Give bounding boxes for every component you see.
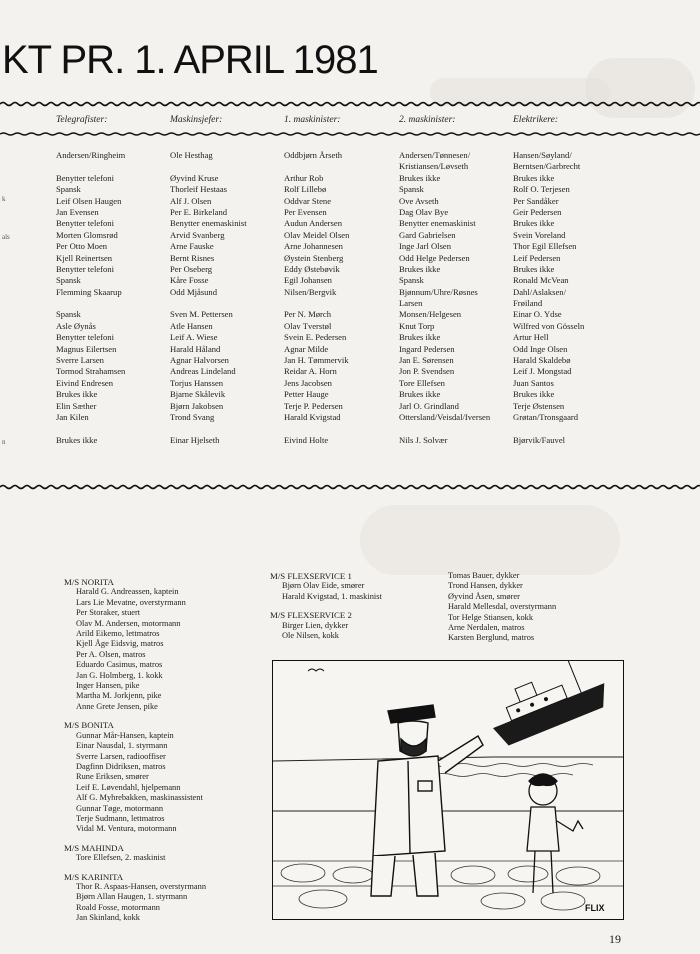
crew-entry: Elin Sæther	[56, 400, 97, 411]
crew-entry: Jan E. Sørensen	[399, 355, 454, 366]
crew-entry	[170, 161, 247, 172]
crew-entry: Nilsen/Bergvik	[284, 286, 337, 297]
crew-entry: Monsen/Helgesen	[399, 309, 462, 320]
crew-entry: Oddbjørn Årseth	[284, 150, 342, 160]
cartoon-signature: FLIX	[585, 903, 605, 913]
crew-entry: Alf J. Olsen	[170, 195, 212, 206]
ship-name: M/S FLEXSERVICE 1	[270, 571, 352, 581]
crew-entry: Agnar Halvorsen	[170, 355, 229, 366]
crew-entry: Øystein Stenberg	[284, 252, 344, 263]
crew-entry: Per Otto Moen	[56, 241, 108, 252]
crew-entry: Odd Mjåsund	[170, 286, 218, 297]
crew-member: Ole Nilsen, kokk	[282, 631, 339, 641]
sinking-ship	[474, 661, 612, 748]
crew-entry	[170, 423, 247, 434]
crew-member: Eduardo Casimus, matros	[76, 660, 163, 670]
ship-list-left	[64, 577, 206, 932]
crew-member: Sverre Larsen, radiooffiser	[76, 751, 166, 761]
crew-entry: Tore Ellefsen	[399, 377, 445, 388]
crew-entry: Eivind Holte	[284, 434, 329, 445]
crew-member: Roald Fosse, motormann	[76, 902, 160, 912]
crew-member: Jan G. Holmberg, 1. kokk	[76, 670, 163, 680]
crew-entry: Leif Pedersen	[513, 252, 561, 263]
crew-entry	[284, 423, 349, 434]
crew-entry: Per Evensen	[284, 206, 327, 217]
crew-entry: Eivind Endresen	[56, 377, 114, 388]
margin-mark: n	[2, 438, 6, 446]
cartoon-illustration	[272, 660, 624, 920]
crew-member: Harald Mellesdal, overstyrmann	[448, 602, 557, 612]
crew-entry: Per E. Birkeland	[170, 206, 228, 217]
ship-list-middle	[270, 571, 382, 649]
crew-entry: Brukes ikke	[399, 263, 441, 274]
crew-entry: Morten Glomsrød	[56, 229, 118, 240]
crew-entry: Andreas Lindeland	[170, 366, 236, 377]
crew-entry	[56, 298, 125, 309]
crew-entry: Spansk	[56, 184, 81, 195]
column-maskinsjefer	[170, 150, 247, 446]
crew-entry	[56, 161, 125, 172]
crew-entry: Olav Tverstøl	[284, 320, 332, 331]
crew-entry: Reidar A. Horn	[284, 366, 337, 377]
crew-entry: Spansk	[56, 309, 81, 320]
crew-member: Øyvind Åsen, smører	[448, 591, 520, 601]
crew-entry: Jan H. Tømmervik	[284, 355, 349, 366]
crew-entry: Jan Evensen	[56, 206, 99, 217]
crew-entry: Odd Inge Olsen	[513, 343, 568, 354]
crew-member: Thor R. Aspaas-Hansen, overstyrmann	[76, 881, 207, 891]
crew-member: Dagfinn Didriksen, matros	[76, 761, 166, 771]
crew-member: Harald Kvigstad, 1. maskinist	[282, 591, 382, 601]
crew-entry: Rolf O. Terjesen	[513, 184, 570, 195]
crew-entry: Brukes ikke	[513, 389, 555, 400]
crew-member: Harald G. Andreassen, kaptein	[76, 587, 179, 597]
crew-member: Birger Lien, dykker	[282, 620, 349, 630]
crew-member: Bjørn Allan Haugen, 1. styrmann	[76, 892, 188, 902]
crew-entry: Trond Svang	[170, 411, 215, 422]
crew-entry: Benytter telefoni	[56, 218, 114, 229]
ship-block	[270, 610, 382, 641]
crew-entry: Hansen/Søyland/	[513, 150, 572, 160]
crew-entry: Kristiansen/Løvseth	[399, 161, 469, 172]
crew-entry: Petter Hauge	[284, 389, 329, 400]
crew-entry: Dahl/Aslaksen/	[513, 286, 566, 297]
crew-entry: Ove Avseth	[399, 195, 439, 206]
crew-member: Per Storaker, stuert	[76, 608, 141, 618]
crew-entry: Atle Hansen	[170, 320, 213, 331]
crew-entry: Øyvind Kruse	[170, 172, 219, 183]
crew-member: Gunnar Tøge, motormann	[76, 803, 164, 813]
ship-name: M/S MAHINDA	[64, 842, 124, 853]
crew-member: Einar Nausdal, 1. styrmann	[76, 741, 168, 751]
paper-stain	[360, 505, 620, 575]
crew-entry: Brukes ikke	[399, 389, 441, 400]
header-2-maskinister: 2. maskinister:	[399, 115, 456, 125]
crew-entry: Brukes ikke	[399, 332, 441, 343]
crew-entry: Agnar Milde	[284, 343, 329, 354]
crew-entry: Wilfred von Gösseln	[513, 320, 585, 331]
crew-entry: Brukes ikke	[56, 389, 98, 400]
crew-entry: Arne Fauske	[170, 241, 214, 252]
crew-entry: Brukes ikke	[513, 172, 555, 183]
crew-entry: Spansk	[399, 275, 424, 286]
crew-entry: Benytter enemaskinist	[399, 218, 476, 229]
crew-entry: Ottersland/Veisdal/Iversen	[399, 411, 491, 422]
crew-entry: Svein E. Pedersen	[284, 332, 347, 343]
crew-member: Arne Nerdalen, matros	[448, 623, 525, 633]
crew-entry: Olav Meidel Olsen	[284, 229, 350, 240]
crew-entry	[284, 298, 349, 309]
margin-mark: k	[2, 195, 6, 203]
crew-member: Per A. Olsen, matros	[76, 649, 146, 659]
crew-entry: Per N. Mørch	[284, 309, 332, 320]
crew-entry	[170, 298, 247, 309]
crew-entry: Einar O. Ydse	[513, 309, 562, 320]
crew-entry: Oddvar Stene	[284, 195, 332, 206]
crew-entry: Terje P. Pedersen	[284, 400, 343, 411]
crew-entry: Harald Håland	[170, 343, 221, 354]
crew-entry: Spansk	[399, 184, 424, 195]
ship-block	[64, 843, 206, 864]
crew-entry: Leif Olsen Haugen	[56, 195, 122, 206]
margin-mark: als	[2, 233, 10, 241]
crew-entry: Andersen/Tønnesen/	[399, 150, 471, 160]
crew-entry	[284, 161, 349, 172]
crew-member: Inger Hansen, pike	[76, 681, 140, 691]
crew-entry: Sverre Larsen	[56, 355, 104, 366]
crew-entry: Svein Voreland	[513, 229, 566, 240]
crew-member: Terje Sudmann, lettmatros	[76, 813, 165, 823]
crew-member: Trond Hansen, dykker	[448, 581, 523, 591]
crew-entry: Magnus Eilertsen	[56, 343, 117, 354]
crew-member: Karsten Berglund, matros	[448, 633, 535, 643]
ship-name: M/S KARINITA	[64, 871, 124, 882]
crew-entry: Artur Hell	[513, 332, 549, 343]
crew-entry: Bernt Risnes	[170, 252, 215, 263]
crew-entry: Spansk	[56, 275, 81, 286]
crew-entry: Benytter enemaskinist	[170, 218, 247, 229]
crew-entry: Odd Helge Pedersen	[399, 252, 470, 263]
crew-entry: Per Sandåker	[513, 195, 559, 206]
crew-entry: Benytter telefoni	[56, 263, 114, 274]
column-1-maskinister	[284, 150, 349, 446]
crew-entry: Leif J. Mongstad	[513, 366, 572, 377]
crew-member: Rune Eriksen, smører	[76, 772, 149, 782]
crew-member: Bjørn Olav Eide, smører	[282, 581, 365, 591]
crew-entry: Terje Østensen	[513, 400, 565, 411]
crew-entry: Gard Gabrielsen	[399, 229, 456, 240]
crew-entry	[399, 423, 490, 434]
crew-entry: Grøtan/Tronsgaard	[513, 411, 579, 422]
crew-entry: Rolf Lillebø	[284, 184, 327, 195]
crew-entry: Andersen/Ringheim	[56, 150, 126, 160]
crew-entry: Harald Kvigstad	[284, 411, 341, 422]
crew-member: Lars Lie Mevatne, overstyrmann	[76, 597, 186, 607]
crew-entry: Sven M. Pettersen	[170, 309, 233, 320]
crew-entry: Thorleif Hestaas	[170, 184, 228, 195]
ship-name: M/S NORITA	[64, 577, 114, 587]
crew-member: Gunnar Mår-Hansen, kaptein	[76, 730, 174, 740]
crew-entry: Harald Skaldebø	[513, 355, 571, 366]
crew-member: Leif E. Løvendahl, hjelpemann	[76, 782, 181, 792]
crew-entry: Bjarne Skålevik	[170, 389, 226, 400]
crew-member: Vidal M. Ventura, motormann	[76, 824, 177, 834]
crew-entry: Benytter telefoni	[56, 332, 114, 343]
crew-entry: Brukes ikke	[513, 218, 555, 229]
crew-entry: Arne Johannesen	[284, 241, 343, 252]
ship-block	[270, 571, 382, 602]
ship-block	[64, 577, 206, 712]
crew-member: Tor Helge Stiansen, kokk	[448, 612, 534, 622]
ship-block	[64, 720, 206, 834]
captain-figure	[371, 705, 483, 896]
crew-entry: Torjus Hanssen	[170, 377, 224, 388]
crew-member: Martha M. Jorkjenn, pike	[76, 691, 162, 701]
crew-entry: Bjørvik/Fauvel	[513, 434, 566, 445]
crew-member: Tomas Bauer, dykker	[448, 571, 520, 580]
crew-entry: Egil Johansen	[284, 275, 332, 286]
page-number: 19	[609, 932, 621, 946]
header-elektrikere: Elektrikere:	[513, 115, 559, 125]
crew-entry: Einar Hjelseth	[170, 434, 220, 445]
crew-member: Kjell Åge Eidsvig, matros	[76, 639, 164, 649]
crew-entry	[56, 423, 125, 434]
header-maskinsjefer: Maskinsjefer:	[170, 115, 223, 125]
crew-entry: Brukes ikke	[513, 263, 555, 274]
cartoon-drawing	[273, 661, 623, 919]
crew-entry: Eddy Østebøvik	[284, 263, 340, 274]
crew-entry: Ronald McVean	[513, 275, 569, 286]
ship-list-right	[448, 571, 556, 644]
crew-entry: Kjell Reinertsen	[56, 252, 113, 263]
crew-entry	[513, 423, 584, 434]
crew-member: Arild Eikemo, lettmatros	[76, 629, 160, 639]
wavy-divider-middle	[0, 129, 700, 139]
crew-member: Alf G. Myhrebakken, maskinassistent	[76, 793, 203, 803]
crew-entry: Knut Torp	[399, 320, 435, 331]
crew-entry: Arthur Rob	[284, 172, 324, 183]
crew-entry: Leif A. Wiese	[170, 332, 218, 343]
crew-entry: Larsen	[399, 298, 423, 309]
column-telegrafister	[56, 150, 125, 446]
boy-figure	[527, 774, 583, 893]
header-telegrafister: Telegrafister:	[56, 115, 108, 125]
crew-entry: Thor Egil Ellefsen	[513, 241, 577, 252]
crew-entry: Brukes ikke	[56, 434, 98, 445]
crew-entry: Inge Jarl Olsen	[399, 241, 452, 252]
crew-member: Tore Ellefsen, 2. maskinist	[76, 853, 166, 863]
crew-entry: Bjørn Jakobsen	[170, 400, 224, 411]
crew-entry: Ole Hesthag	[170, 150, 213, 160]
crew-entry: Jon P. Svendsen	[399, 366, 455, 377]
crew-member: Anne Grete Jensen, pike	[76, 701, 158, 711]
crew-entry: Kåre Fosse	[170, 275, 209, 286]
crew-entry: Brukes ikke	[399, 172, 441, 183]
wavy-divider-top	[0, 99, 700, 109]
crew-entry: Audun Andersen	[284, 218, 342, 229]
crew-entry: Per Oseberg	[170, 263, 213, 274]
crew-entry: Ingard Pedersen	[399, 343, 455, 354]
crew-entry: Geir Pedersen	[513, 206, 562, 217]
crew-entry: Juan Santos	[513, 377, 554, 388]
crew-entry: Asle Øynås	[56, 320, 96, 331]
crew-entry: Tormod Strahamsen	[56, 366, 126, 377]
crew-entry: Jarl O. Grindland	[399, 400, 459, 411]
column-2-maskinister	[399, 150, 490, 446]
crew-entry: Flemming Skaarup	[56, 286, 122, 297]
crew-entry: Jan Kilen	[56, 411, 89, 422]
crew-entry: Jens Jacobsen	[284, 377, 332, 388]
crew-entry: Frøiland	[513, 298, 543, 309]
ship-name: M/S BONITA	[64, 720, 114, 731]
wavy-divider-bottom	[0, 482, 700, 492]
crew-entry: Benytter telefoni	[56, 172, 114, 183]
ship-block	[64, 872, 206, 924]
crew-entry: Nils J. Solvær	[399, 434, 448, 445]
crew-entry: Bjønnum/Uhre/Røsnes	[399, 286, 478, 297]
crew-entry: Dag Olav Bye	[399, 206, 449, 217]
crew-entry: Berntsen/Garbrecht	[513, 161, 581, 172]
page-title: KT PR. 1. APRIL 1981	[2, 38, 378, 82]
header-1-maskinister: 1. maskinister:	[284, 115, 341, 125]
crew-member: Jan Skinland, kokk	[76, 913, 140, 923]
crew-member: Olav M. Andersen, motormann	[76, 618, 181, 628]
column-elektrikere	[513, 150, 584, 446]
crew-entry: Arvid Svanberg	[170, 229, 225, 240]
ship-name: M/S FLEXSERVICE 2	[270, 610, 352, 621]
